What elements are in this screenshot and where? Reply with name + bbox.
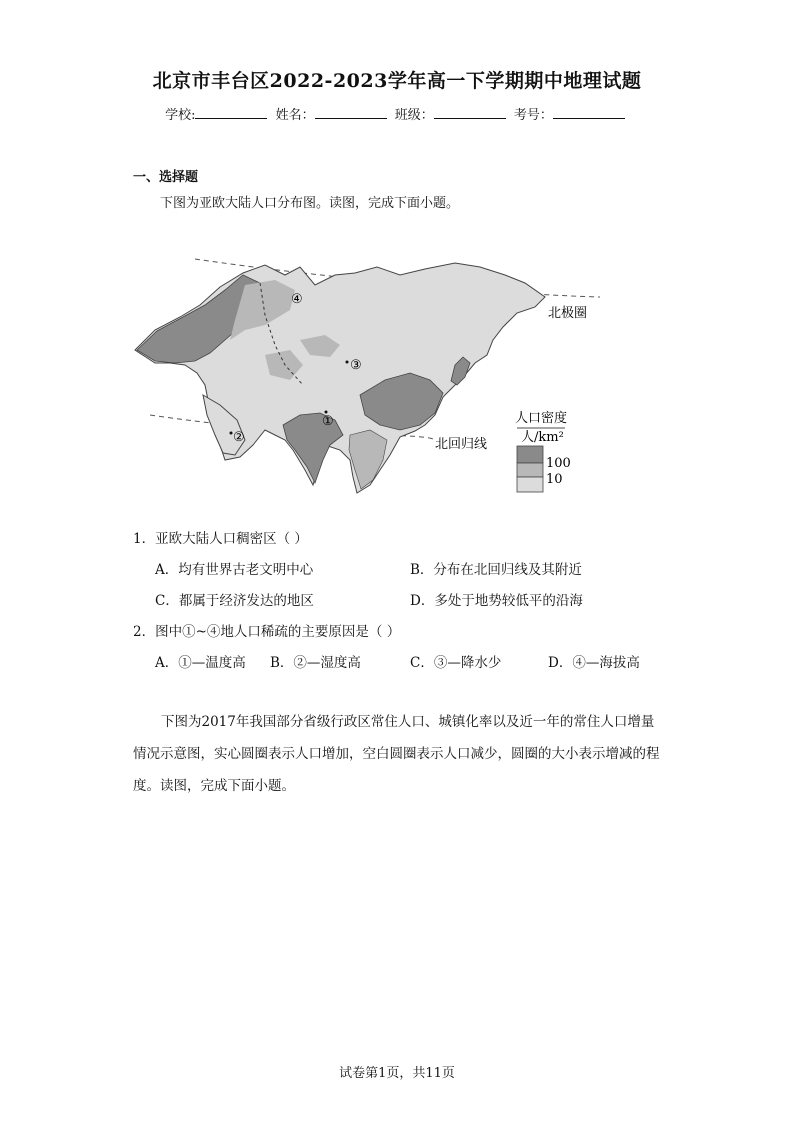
page-title: 北京市丰台区2022-2023学年高一下学期期中地理试题: [152, 70, 642, 92]
marker-4: ④: [291, 292, 303, 307]
arctic-circle-label: 北极圈: [548, 306, 588, 321]
section-heading: 一、选择题: [133, 170, 199, 185]
legend-title: 人口密度: [515, 411, 568, 426]
intro-text-2: 下图为2017年我国部分省级行政区常住人口、城镇化率以及近一年的常住人口增量情况示意图，实心圆圈表示人口增加，空白圆圈表示人口减少，圆圈的大小表示增减的程度。读图，完成下面小题。: [133, 714, 660, 794]
tropic-label: 北回归线: [435, 437, 488, 452]
q2-option-b[interactable]: B．②—湿度高: [270, 655, 361, 671]
marker-2: ②: [233, 430, 245, 445]
legend-swatch-high: [517, 446, 543, 463]
marker-3: ③: [350, 358, 362, 373]
continent-outline: [135, 263, 545, 493]
class-blank[interactable]: [434, 106, 506, 119]
q1-option-a[interactable]: A．均有世界古老文明中心: [155, 562, 314, 578]
legend-value-100: 100: [546, 456, 571, 471]
name-blank[interactable]: [315, 106, 387, 119]
q1-option-b[interactable]: B．分布在北回归线及其附近: [410, 562, 582, 578]
q1-option-c[interactable]: C．都属于经济发达的地区: [155, 593, 314, 609]
intro-text-1: 下图为亚欧大陆人口分布图。读图，完成下面小题。: [160, 196, 460, 211]
q2-option-a[interactable]: A．①—温度高: [155, 655, 246, 671]
q1-option-d[interactable]: D．多处于地势较低平的沿海: [410, 593, 583, 609]
name-label: 姓名：: [275, 108, 315, 123]
marker-1: ①: [322, 414, 334, 429]
legend-unit: 人/km²: [521, 430, 564, 445]
id-blank[interactable]: [553, 106, 625, 119]
legend-swatch-mid: [517, 463, 543, 477]
legend-swatch-low: [517, 477, 543, 492]
legend-value-10: 10: [546, 472, 563, 487]
school-label: 学校:: [165, 108, 196, 123]
class-label: 班级：: [394, 108, 434, 123]
q2-option-c[interactable]: C．③—降水少: [410, 655, 502, 671]
student-info-line: [0, 104, 794, 123]
page-footer: 试卷第1页，共11页: [339, 1066, 455, 1081]
eurasia-population-map: [125, 245, 625, 515]
school-blank[interactable]: [195, 106, 267, 119]
marker-3-dot: [346, 361, 349, 364]
id-label: 考号：: [513, 108, 553, 123]
question-1-stem: 1．亚欧大陆人口稠密区（ ）: [133, 531, 308, 547]
q2-option-d[interactable]: D．④—海拔高: [548, 655, 640, 671]
question-2-stem: 2．图中①~④地人口稀疏的主要原因是（ ）: [133, 624, 401, 640]
